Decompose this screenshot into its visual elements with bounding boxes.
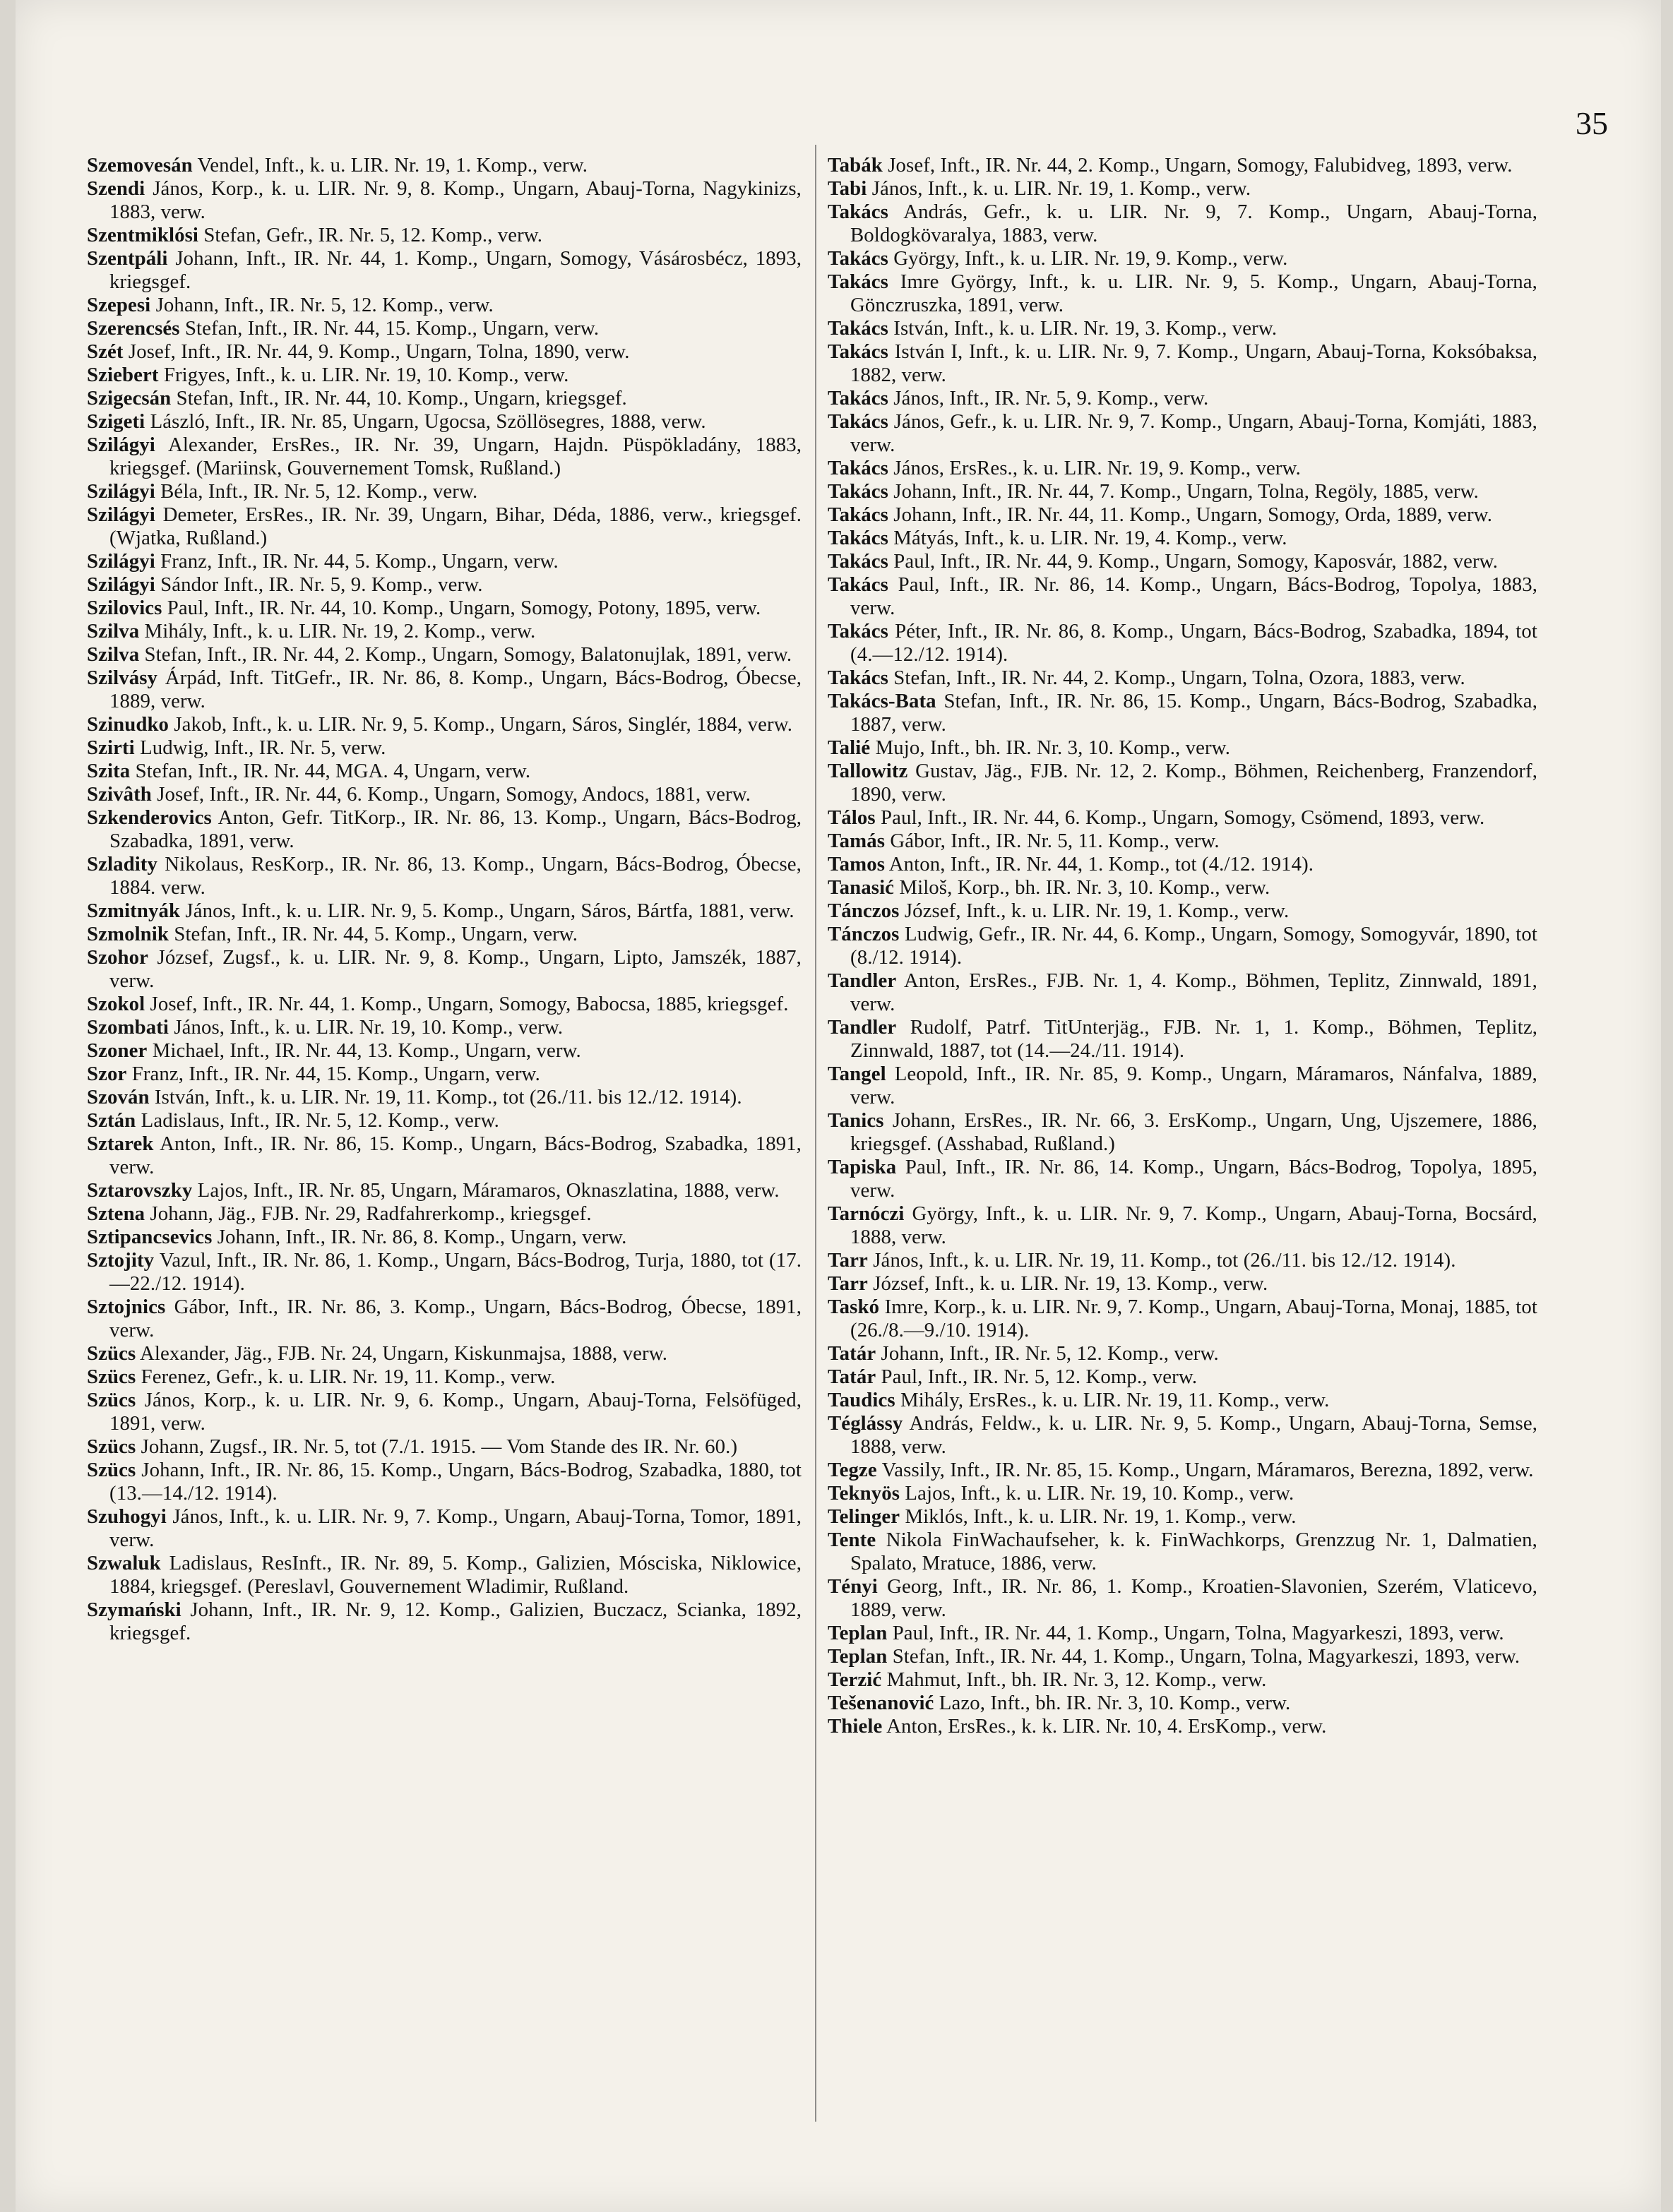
entry-surname: Szoner — [87, 1039, 148, 1062]
entry-details: Johann, ErsRes., IR. Nr. 66, 3. ErsKomp., Ungarn, Ung, Ujszemere, 1886, kriegsgef. (Asshabad, Rußland.) — [850, 1109, 1537, 1155]
entry-details: Mahmut, Inft., bh. IR. Nr. 3, 12. Komp., verw. — [886, 1668, 1267, 1691]
entry-surname: Szilvásy — [87, 666, 158, 689]
entry-surname: Takács — [828, 666, 888, 689]
entry-surname: Téglássy — [828, 1412, 903, 1435]
entry-surname: Szét — [87, 340, 124, 363]
entry-surname: Takács — [828, 573, 888, 596]
entry-surname: Szladity — [87, 853, 158, 875]
list-entry — [87, 1063, 802, 1086]
entry-surname: Tánczos — [828, 899, 900, 922]
entry-surname: Sztipancsevics — [87, 1226, 213, 1248]
list-entry — [828, 853, 1537, 876]
entry-details: Anton, Gefr. TitKorp., IR. Nr. 86, 13. Komp., Ungarn, Bács-Bodrog, Szabadka, 1891, verw. — [109, 806, 802, 852]
entry-surname: Teplan — [828, 1622, 888, 1644]
entry-details: Paul, Inft., IR. Nr. 44, 10. Komp., Ungarn, Somogy, Potony, 1895, verw. — [167, 597, 761, 619]
entry-surname: Szilágyi — [87, 434, 155, 456]
entry-details: Gustav, Jäg., FJB. Nr. 12, 2. Komp., Böhmen, Reichenberg, Franzendorf, 1890, verw. — [850, 760, 1537, 806]
entry-surname: Tabi — [828, 177, 867, 200]
entry-details: Leopold, Inft., IR. Nr. 85, 9. Komp., Ungarn, Máramaros, Nánfalva, 1889, verw. — [850, 1063, 1537, 1108]
entry-surname: Szücs — [87, 1435, 136, 1458]
entry-details: Johann, Inft., IR. Nr. 86, 8. Komp., Ungarn, verw. — [217, 1226, 627, 1248]
entry-details: Ludwig, Gefr., IR. Nr. 44, 6. Komp., Ungarn, Somogy, Somogyvár, 1890, tot (8./12. 1914). — [850, 923, 1537, 969]
list-entry — [828, 923, 1537, 969]
list-entry — [828, 1296, 1537, 1342]
list-entry — [828, 1365, 1537, 1389]
list-entry — [828, 1529, 1537, 1575]
entry-details: Franz, Inft., IR. Nr. 44, 15. Komp., Ungarn, verw. — [131, 1063, 540, 1085]
entry-surname: Szokol — [87, 993, 145, 1015]
entry-details: Stefan, Inft., IR. Nr. 44, 1. Komp., Ungarn, Tolna, Magyarkeszi, 1893, verw. — [892, 1645, 1520, 1668]
entry-details: Stefan, Inft., IR. Nr. 44, 15. Komp., Ungarn, verw. — [184, 317, 600, 340]
entry-surname: Szücs — [87, 1459, 136, 1481]
list-entry — [828, 1459, 1537, 1482]
list-entry — [87, 550, 802, 573]
list-entry — [828, 1202, 1537, 1249]
list-entry — [828, 457, 1537, 480]
entry-surname: Takács — [828, 480, 888, 503]
entry-details: Stefan, Inft., IR. Nr. 86, 15. Komp., Ungarn, Bács-Bodrog, Szabadka, 1887, verw. — [850, 690, 1537, 736]
entry-surname: Takács — [828, 410, 888, 433]
entry-details: Mihály, ErsRes., k. u. LIR. Nr. 19, 11. Komp., verw. — [900, 1389, 1330, 1411]
list-entry — [828, 1692, 1537, 1715]
entry-details: Stefan, Inft., IR. Nr. 44, MGA. 4, Ungarn, verw. — [135, 760, 531, 782]
list-entry — [828, 1272, 1537, 1296]
list-entry — [87, 387, 802, 410]
entry-details: Nikola FinWachaufseher, k. k. FinWachkorps, Grenzzug Nr. 1, Dalmatien, Spalato, Mratuce, 1886, verw. — [850, 1529, 1537, 1574]
entry-surname: Tegze — [828, 1459, 877, 1481]
entry-details: Paul, Inft., IR. Nr. 44, 6. Komp., Ungarn, Somogy, Csömend, 1893, verw. — [881, 806, 1485, 829]
list-entry — [87, 1039, 802, 1063]
entry-surname: Tálos — [828, 806, 876, 829]
entry-details: Mujo, Inft., bh. IR. Nr. 3, 10. Komp., verw. — [875, 736, 1231, 759]
entry-surname: Sziebert — [87, 364, 159, 386]
list-entry — [87, 597, 802, 620]
list-entry — [87, 1132, 802, 1179]
list-entry — [87, 1249, 802, 1296]
entry-surname: Takács — [828, 503, 888, 526]
entry-details: Johann, Inft., IR. Nr. 44, 11. Komp., Ungarn, Somogy, Orda, 1889, verw. — [893, 503, 1492, 526]
entry-surname: Tanasić — [828, 876, 895, 899]
entry-details: Mihály, Inft., k. u. LIR. Nr. 19, 2. Komp., verw. — [144, 620, 536, 642]
entry-surname: Szombati — [87, 1016, 169, 1039]
list-entry — [828, 527, 1537, 550]
entry-surname: Terzić — [828, 1668, 882, 1691]
entry-details: Georg, Inft., IR. Nr. 86, 1. Komp., Kroatien-Slavonien, Szerém, Vlaticevo, 1889, verw. — [850, 1575, 1537, 1621]
entry-details: Vazul, Inft., IR. Nr. 86, 1. Komp., Ungarn, Bács-Bodrog, Turja, 1880, tot (17.—22./12. 1914). — [109, 1249, 802, 1295]
entry-details: András, Gefr., k. u. LIR. Nr. 9, 7. Komp., Ungarn, Abauj-Torna, Boldogkövaralya, 1883, verw. — [850, 201, 1537, 246]
entry-details: József, Inft., k. u. LIR. Nr. 19, 13. Komp., verw. — [873, 1272, 1268, 1295]
entry-details: Rudolf, Patrf. TitUnterjäg., FJB. Nr. 1, 1. Komp., Böhmen, Teplitz, Zinnwald, 1887, tot (14.—24./11. 1914). — [850, 1016, 1537, 1062]
entry-details: Stefan, Inft., IR. Nr. 44, 10. Komp., Ungarn, kriegsgef. — [176, 387, 627, 409]
entry-surname: Szepesi — [87, 294, 151, 316]
entry-details: Anton, ErsRes., k. k. LIR. Nr. 10, 4. ErsKomp., verw. — [886, 1715, 1327, 1738]
list-entry — [828, 247, 1537, 270]
entry-surname: Szilovics — [87, 597, 162, 619]
entry-details: János, Inft., k. u. LIR. Nr. 19, 11. Komp., tot (26./11. bis 12./12. 1914). — [873, 1249, 1456, 1272]
entry-surname: Takács — [828, 457, 888, 479]
list-entry — [828, 201, 1537, 247]
entry-details: Lajos, Inft., k. u. LIR. Nr. 19, 10. Komp., verw. — [905, 1482, 1294, 1505]
list-entry — [87, 736, 802, 760]
entry-surname: Taudics — [828, 1389, 895, 1411]
entry-details: Gábor, Inft., IR. Nr. 86, 3. Komp., Ungarn, Bács-Bodrog, Óbecse, 1891, verw. — [109, 1296, 802, 1341]
list-entry — [87, 573, 802, 597]
entry-details: Jakob, Inft., k. u. LIR. Nr. 9, 5. Komp., Ungarn, Sáros, Singlér, 1884, verw. — [174, 713, 793, 736]
list-entry — [87, 340, 802, 364]
entry-details: Stefan, Inft., IR. Nr. 44, 5. Komp., Ungarn, verw. — [174, 923, 578, 945]
left-column — [87, 154, 802, 1645]
list-entry — [87, 643, 802, 666]
list-entry — [828, 503, 1537, 527]
entry-details: János, Inft., IR. Nr. 5, 9. Komp., verw. — [893, 387, 1209, 409]
entry-surname: Szücs — [87, 1389, 136, 1411]
entry-details: Ladislaus, Inft., IR. Nr. 5, 12. Komp., verw. — [141, 1109, 499, 1132]
list-entry — [87, 1296, 802, 1342]
entry-details: János, Inft., k. u. LIR. Nr. 9, 7. Komp., Ungarn, Abauj-Torna, Tomor, 1891, verw. — [109, 1505, 802, 1551]
entry-surname: Telinger — [828, 1505, 900, 1528]
entry-surname: Tente — [828, 1529, 876, 1551]
entry-surname: Szohor — [87, 946, 148, 969]
list-entry — [87, 294, 802, 317]
list-entry — [87, 434, 802, 480]
entry-details: Demeter, ErsRes., IR. Nr. 39, Ungarn, Bihar, Déda, 1886, verw., kriegsgef. (Wjatka, Rußland.) — [109, 503, 802, 549]
entry-surname: Sztarovszky — [87, 1179, 193, 1202]
list-entry — [87, 1109, 802, 1132]
list-entry — [87, 1342, 802, 1365]
entry-details: Béla, Inft., IR. Nr. 5, 12. Komp., verw. — [160, 480, 478, 503]
entry-surname: Szendi — [87, 177, 145, 200]
entry-surname: Thiele — [828, 1715, 883, 1738]
entry-surname: Szilágyi — [87, 550, 155, 573]
entry-surname: Szerencsés — [87, 317, 180, 340]
entry-surname: Takács — [828, 550, 888, 573]
list-entry — [828, 410, 1537, 457]
entry-surname: Szilágyi — [87, 503, 155, 526]
entry-surname: Tarr — [828, 1272, 868, 1295]
entry-details: István I, Inft., k. u. LIR. Nr. 9, 7. Komp., Ungarn, Abauj-Torna, Koksóbaksa, 1882, verw. — [850, 340, 1537, 386]
entry-surname: Sztojity — [87, 1249, 155, 1272]
entry-details: Paul, Inft., IR. Nr. 5, 12. Komp., verw. — [881, 1365, 1198, 1388]
entry-surname: Szinudko — [87, 713, 169, 736]
right-column — [828, 154, 1537, 1738]
entry-details: László, Inft., IR. Nr. 85, Ungarn, Ugocsa, Szöllösegres, 1888, verw. — [150, 410, 706, 433]
list-entry — [87, 1598, 802, 1645]
entry-details: Árpád, Inft. TitGefr., IR. Nr. 86, 8. Komp., Ungarn, Bács-Bodrog, Óbecse, 1889, verw. — [109, 666, 802, 712]
list-entry — [828, 1668, 1537, 1692]
entry-details: Johann, Inft., IR. Nr. 9, 12. Komp., Galizien, Buczacz, Scianka, 1892, kriegsgef. — [109, 1598, 802, 1644]
entry-surname: Szmitnyák — [87, 899, 181, 922]
list-entry — [828, 760, 1537, 806]
list-entry — [828, 620, 1537, 666]
list-entry — [87, 993, 802, 1016]
entry-details: Anton, Inft., IR. Nr. 44, 1. Komp., tot (4./12. 1914). — [888, 853, 1314, 875]
entry-surname: Szirti — [87, 736, 135, 759]
list-entry — [828, 876, 1537, 899]
entry-details: István, Inft., k. u. LIR. Nr. 19, 11. Komp., tot (26./11. bis 12./12. 1914). — [154, 1086, 742, 1108]
entry-details: Vendel, Inft., k. u. LIR. Nr. 19, 1. Komp., verw. — [197, 154, 588, 177]
entry-details: József, Inft., k. u. LIR. Nr. 19, 1. Komp., verw. — [904, 899, 1290, 922]
list-entry — [828, 1249, 1537, 1272]
list-entry — [828, 1412, 1537, 1459]
list-entry — [828, 573, 1537, 620]
entry-details: Lajos, Inft., IR. Nr. 85, Ungarn, Máramaros, Oknaszlatina, 1888, verw. — [197, 1179, 780, 1202]
list-entry — [828, 1622, 1537, 1645]
list-entry — [828, 1482, 1537, 1505]
entry-surname: Tamás — [828, 830, 886, 852]
list-entry — [828, 1505, 1537, 1529]
entry-details: Ferenez, Gefr., k. u. LIR. Nr. 19, 11. Komp., verw. — [141, 1365, 556, 1388]
entry-details: Mátyás, Inft., k. u. LIR. Nr. 19, 4. Komp., verw. — [893, 527, 1287, 549]
list-entry — [828, 480, 1537, 503]
entry-details: Frigyes, Inft., k. u. LIR. Nr. 19, 10. Komp., verw. — [163, 364, 569, 386]
list-entry — [87, 923, 802, 946]
entry-details: Ludwig, Inft., IR. Nr. 5, verw. — [140, 736, 386, 759]
list-entry — [87, 410, 802, 434]
entry-details: Johann, Inft., IR. Nr. 44, 7. Komp., Ungarn, Tolna, Regöly, 1885, verw. — [893, 480, 1479, 503]
entry-surname: Tamos — [828, 853, 886, 875]
entry-details: Anton, ErsRes., FJB. Nr. 1, 4. Komp., Böhmen, Teplitz, Zinnwald, 1891, verw. — [850, 969, 1537, 1015]
entry-details: Josef, Inft., IR. Nr. 44, 9. Komp., Ungarn, Tolna, 1890, verw. — [128, 340, 630, 363]
list-entry — [87, 783, 802, 806]
entry-surname: Tangel — [828, 1063, 886, 1085]
list-entry — [828, 340, 1537, 387]
list-entry — [87, 154, 802, 177]
entry-surname: Szuhogyi — [87, 1505, 167, 1528]
list-entry — [87, 666, 802, 713]
entry-surname: Tandler — [828, 969, 897, 992]
list-entry — [87, 177, 802, 224]
entry-details: János, Inft., k. u. LIR. Nr. 19, 10. Komp., verw. — [174, 1016, 564, 1039]
entry-surname: Takács — [828, 527, 888, 549]
list-entry — [87, 1202, 802, 1226]
entry-surname: Sztena — [87, 1202, 145, 1225]
entry-details: Josef, Inft., IR. Nr. 44, 1. Komp., Ungarn, Somogy, Babocsa, 1885, kriegsgef. — [150, 993, 789, 1015]
list-entry — [87, 247, 802, 294]
entry-surname: Sztojnics — [87, 1296, 166, 1318]
list-entry — [87, 760, 802, 783]
page-number: 35 — [1576, 105, 1608, 141]
entry-surname: Tallowitz — [828, 760, 908, 782]
entry-surname: Szemovesán — [87, 154, 193, 177]
entry-details: Péter, Inft., IR. Nr. 86, 8. Komp., Ungarn, Bács-Bodrog, Szabadka, 1894, tot (4.—12./12. 1914). — [850, 620, 1537, 666]
entry-details: Nikolaus, ResKorp., IR. Nr. 86, 13. Komp., Ungarn, Bács-Bodrog, Óbecse, 1884. verw. — [109, 853, 802, 899]
entry-surname: Tabák — [828, 154, 883, 177]
entry-surname: Szován — [87, 1086, 150, 1108]
entry-surname: Takács — [828, 620, 888, 642]
entry-details: János, ErsRes., k. u. LIR. Nr. 19, 9. Komp., verw. — [893, 457, 1301, 479]
entry-surname: Szmolnik — [87, 923, 169, 945]
entry-surname: Tánczos — [828, 923, 900, 945]
entry-details: Imre, Korp., k. u. LIR. Nr. 9, 7. Komp., Ungarn, Abauj-Torna, Monaj, 1885, tot (26./8.—9./10. 1914). — [850, 1296, 1537, 1341]
list-entry — [87, 899, 802, 923]
list-entry — [828, 969, 1537, 1016]
list-entry — [87, 806, 802, 853]
entry-details: Paul, Inft., IR. Nr. 44, 1. Komp., Ungarn, Tolna, Magyarkeszi, 1893, verw. — [892, 1622, 1504, 1644]
entry-surname: Teplan — [828, 1645, 888, 1668]
list-entry — [828, 806, 1537, 830]
list-entry — [828, 690, 1537, 736]
entry-details: Stefan, Inft., IR. Nr. 44, 2. Komp., Ungarn, Tolna, Ozora, 1883, verw. — [893, 666, 1465, 689]
entry-surname: Szigeti — [87, 410, 145, 433]
entry-details: Paul, Inft., IR. Nr. 86, 14. Komp., Ungarn, Bács-Bodrog, Topolya, 1883, verw. — [850, 573, 1537, 619]
entry-details: György, Inft., k. u. LIR. Nr. 19, 9. Komp., verw. — [893, 247, 1288, 270]
list-entry — [828, 1156, 1537, 1202]
list-entry — [87, 713, 802, 736]
list-entry — [828, 154, 1537, 177]
entry-details: Michael, Inft., IR. Nr. 44, 13. Komp., Ungarn, verw. — [152, 1039, 581, 1062]
list-entry — [87, 620, 802, 643]
entry-details: Miloš, Korp., bh. IR. Nr. 3, 10. Komp., verw. — [899, 876, 1270, 899]
list-entry — [87, 1552, 802, 1598]
entry-details: Anton, Inft., IR. Nr. 86, 15. Komp., Ungarn, Bács-Bodrog, Szabadka, 1891, verw. — [109, 1132, 802, 1178]
list-entry — [828, 1389, 1537, 1412]
entry-details: Stefan, Inft., IR. Nr. 44, 2. Komp., Ungarn, Somogy, Balatonujlak, 1891, verw. — [144, 643, 792, 666]
entry-surname: Szwaluk — [87, 1552, 161, 1574]
entry-details: Miklós, Inft., k. u. LIR. Nr. 19, 1. Komp., verw. — [905, 1505, 1297, 1528]
list-entry — [87, 1459, 802, 1505]
entry-details: György, Inft., k. u. LIR. Nr. 9, 7. Komp., Ungarn, Abauj-Torna, Bocsárd, 1888, verw. — [850, 1202, 1537, 1248]
entry-surname: Takács — [828, 270, 888, 293]
list-entry — [828, 550, 1537, 573]
list-entry — [87, 503, 802, 550]
entry-surname: Teknyös — [828, 1482, 900, 1505]
entry-details: Paul, Inft., IR. Nr. 44, 9. Komp., Ungarn, Somogy, Kaposvár, 1882, verw. — [893, 550, 1499, 573]
list-entry — [828, 1715, 1537, 1738]
entry-details: Vassily, Inft., IR. Nr. 85, 15. Komp., Ungarn, Máramaros, Berezna, 1892, verw. — [881, 1459, 1534, 1481]
entry-details: Johann, Zugsf., IR. Nr. 5, tot (7./1. 1915. — Vom Stande des IR. Nr. 60.) — [141, 1435, 738, 1458]
list-entry — [87, 317, 802, 340]
entry-surname: Szor — [87, 1063, 127, 1085]
entry-details: Gábor, Inft., IR. Nr. 5, 11. Komp., verw. — [890, 830, 1220, 852]
list-entry — [828, 736, 1537, 760]
entry-details: Johann, Inft., IR. Nr. 5, 12. Komp., verw. — [881, 1342, 1219, 1365]
column-divider — [815, 145, 816, 2122]
list-entry — [87, 1365, 802, 1389]
entry-surname: Talié — [828, 736, 871, 759]
entry-surname: Szilva — [87, 643, 140, 666]
entry-details: Alexander, ErsRes., IR. Nr. 39, Ungarn, Hajdn. Püspökladány, 1883, kriegsgef. (Mariinsk, Gouvernement Tomsk, Rußland.) — [109, 434, 802, 479]
entry-surname: Tapiska — [828, 1156, 897, 1178]
entry-surname: Szilágyi — [87, 573, 155, 596]
entry-details: Johann, Inft., IR. Nr. 86, 15. Komp., Ungarn, Bács-Bodrog, Szabadka, 1880, tot (13.—14./12. 1914). — [109, 1459, 802, 1505]
entry-surname: Sztán — [87, 1109, 136, 1132]
list-entry — [87, 1086, 802, 1109]
entry-details: András, Feldw., k. u. LIR. Nr. 9, 5. Komp., Ungarn, Abauj-Torna, Semse, 1888, verw. — [850, 1412, 1537, 1458]
entry-surname: Takács — [828, 387, 888, 409]
entry-details: Imre György, Inft., k. u. LIR. Nr. 9, 5. Komp., Ungarn, Abauj-Torna, Gönczruszka, 1891, verw. — [850, 270, 1537, 316]
list-entry — [87, 480, 802, 503]
list-entry — [828, 177, 1537, 201]
entry-surname: Szymański — [87, 1598, 181, 1621]
list-entry — [87, 1016, 802, 1039]
entry-surname: Szivâth — [87, 783, 152, 806]
entry-surname: Szentmiklósi — [87, 224, 198, 246]
list-entry — [828, 1342, 1537, 1365]
list-entry — [87, 1226, 802, 1249]
list-entry — [87, 853, 802, 899]
list-entry — [828, 270, 1537, 317]
entry-surname: Takács — [828, 247, 888, 270]
entry-details: Paul, Inft., IR. Nr. 86, 14. Komp., Ungarn, Bács-Bodrog, Topolya, 1895, verw. — [850, 1156, 1537, 1202]
entry-details: István, Inft., k. u. LIR. Nr. 19, 3. Komp., verw. — [893, 317, 1278, 340]
entry-surname: Takács — [828, 317, 888, 340]
entry-surname: Tatár — [828, 1365, 876, 1388]
list-entry — [87, 224, 802, 247]
list-entry — [828, 317, 1537, 340]
entry-surname: Tandler — [828, 1016, 897, 1039]
list-entry — [87, 364, 802, 387]
entry-details: Lazo, Inft., bh. IR. Nr. 3, 10. Komp., verw. — [939, 1692, 1291, 1714]
entry-details: Sándor Inft., IR. Nr. 5, 9. Komp., verw. — [160, 573, 483, 596]
list-entry — [828, 1063, 1537, 1109]
list-entry — [87, 1505, 802, 1552]
entry-surname: Szkenderovics — [87, 806, 212, 829]
entry-surname: Takács — [828, 201, 888, 223]
entry-surname: Takács-Bata — [828, 690, 936, 712]
list-entry — [828, 899, 1537, 923]
entry-surname: Tarr — [828, 1249, 868, 1272]
list-entry — [828, 1109, 1537, 1156]
entry-surname: Szücs — [87, 1365, 136, 1388]
entry-details: Alexander, Jäg., FJB. Nr. 24, Ungarn, Kiskunmajsa, 1888, verw. — [140, 1342, 668, 1365]
entry-details: Johann, Inft., IR. Nr. 5, 12. Komp., verw. — [155, 294, 494, 316]
entry-surname: Tešenanović — [828, 1692, 934, 1714]
entry-surname: Szigecsán — [87, 387, 172, 409]
list-entry — [828, 1575, 1537, 1622]
entry-details: Josef, Inft., IR. Nr. 44, 6. Komp., Ungarn, Somogy, Andocs, 1881, verw. — [157, 783, 751, 806]
list-entry — [87, 1389, 802, 1435]
entry-details: Ladislaus, ResInft., IR. Nr. 89, 5. Komp., Galizien, Mósciska, Niklowice, 1884, kriegsgef. (Pereslavl, Gouvernement Wladimir, Rußland. — [109, 1552, 802, 1598]
list-entry — [87, 1435, 802, 1459]
list-entry — [828, 830, 1537, 853]
entry-surname: Tanics — [828, 1109, 884, 1132]
entry-details: János, Gefr., k. u. LIR. Nr. 9, 7. Komp., Ungarn, Abauj-Torna, Komjáti, 1883, verw. — [850, 410, 1537, 456]
entry-details: Johann, Inft., IR. Nr. 44, 1. Komp., Ungarn, Somogy, Vásárosbécz, 1893, kriegsgef. — [109, 247, 802, 293]
entry-surname: Szücs — [87, 1342, 136, 1365]
entry-surname: Szentpáli — [87, 247, 168, 270]
entry-surname: Taskó — [828, 1296, 880, 1318]
entry-details: János, Korp., k. u. LIR. Nr. 9, 8. Komp., Ungarn, Abauj-Torna, Nagykinizs, 1883, verw. — [109, 177, 802, 223]
entry-details: János, Inft., k. u. LIR. Nr. 9, 5. Komp., Ungarn, Sáros, Bártfa, 1881, verw. — [185, 899, 794, 922]
entry-surname: Takács — [828, 340, 888, 363]
entry-surname: Tatár — [828, 1342, 876, 1365]
entry-details: József, Zugsf., k. u. LIR. Nr. 9, 8. Komp., Ungarn, Lipto, Jamszék, 1887, verw. — [109, 946, 802, 992]
entry-details: János, Korp., k. u. LIR. Nr. 9, 6. Komp., Ungarn, Abauj-Torna, Felsöfüged, 1891, verw. — [109, 1389, 802, 1435]
list-entry — [828, 387, 1537, 410]
entry-surname: Szilva — [87, 620, 140, 642]
list-entry — [828, 1016, 1537, 1063]
list-entry — [87, 946, 802, 993]
entry-surname: Tarnóczi — [828, 1202, 905, 1225]
entry-details: Josef, Inft., IR. Nr. 44, 2. Komp., Ungarn, Somogy, Falubidveg, 1893, verw. — [888, 154, 1513, 177]
entry-surname: Szita — [87, 760, 131, 782]
entry-details: Johann, Jäg., FJB. Nr. 29, Radfahrerkomp., kriegsgef. — [150, 1202, 592, 1225]
document-page — [16, 0, 1661, 2212]
entry-surname: Tényi — [828, 1575, 878, 1598]
entry-surname: Szilágyi — [87, 480, 155, 503]
entry-details: Franz, Inft., IR. Nr. 44, 5. Komp., Ungarn, verw. — [160, 550, 559, 573]
entry-details: János, Inft., k. u. LIR. Nr. 19, 1. Komp., verw. — [871, 177, 1251, 200]
entry-surname: Sztarek — [87, 1132, 154, 1155]
list-entry — [828, 1645, 1537, 1668]
list-entry — [87, 1179, 802, 1202]
list-entry — [828, 666, 1537, 690]
entry-details: Stefan, Gefr., IR. Nr. 5, 12. Komp., verw. — [203, 224, 543, 246]
